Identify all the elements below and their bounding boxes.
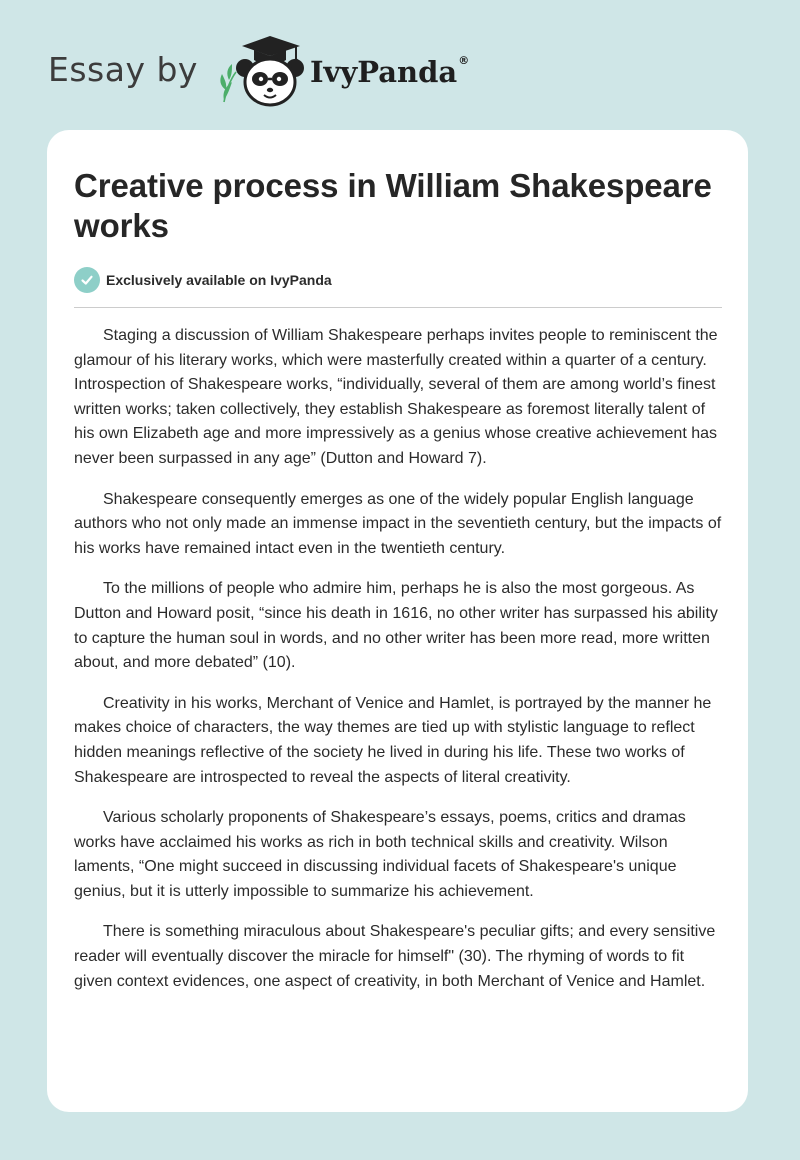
registered-mark: ®: [458, 53, 470, 67]
brand-name-text: IvyPanda: [309, 54, 458, 89]
leaf-icon: [220, 64, 236, 102]
essay-by-label: Essay by: [48, 49, 198, 89]
paragraph: Creativity in his works, Merchant of Venice and Hamlet, is portrayed by the manner he makes choice of characters, the way themes are tied up with stylistic language to reflect hidden meanings reflective of the society he lived in during his life. These two works of Shakespeare are introspected to reveal the aspects of literal creativity.: [74, 694, 712, 786]
paragraph: Staging a discussion of William Shakespeare perhaps invites people to reminiscent the glamour of his literary works, which were masterfully created within a quarter of a century. Introspection of Shakespeare works, “individually, several of them are among world’s finest written works; taken collectively, they establish Shakespeare as foremost literally talent of his own Elizabeth age and more impressively as a genius whose creative achievement has never been surpassed in any age” (Dutton and Howard 7).: [74, 327, 718, 467]
brand-name[interactable]: [309, 53, 470, 89]
page-title: Creative process in William Shakespeare works: [74, 167, 712, 244]
panda-graduate-icon[interactable]: [214, 30, 306, 112]
exclusive-badge-text: Exclusively available on IvyPanda: [106, 272, 332, 288]
check-icon: [74, 267, 100, 293]
paragraph: There is something miraculous about Shakespeare's peculiar gifts; and every sensitive reader will eventually discover the miracle for himself" (30). The rhyming of words to fit given context evidences, one aspect of creativity, in both Merchant of Venice and Hamlet.: [74, 923, 716, 990]
paragraph: Shakespeare consequently emerges as one of the widely popular English language authors who not only made an immense impact in the seventieth century, but the impacts of his works have remained intact even in the twentieth century.: [74, 490, 722, 557]
essay-card: [47, 130, 748, 1112]
brand-header: [48, 30, 469, 112]
title-divider: [74, 307, 722, 308]
essay-body: [74, 324, 726, 994]
exclusive-badge: [74, 266, 722, 294]
paragraph: To the millions of people who admire him, perhaps he is also the most gorgeous. As Dutton and Howard posit, “since his death in 1616, no other writer has surpassed his ability to capture the human soul in words, and no other writer has been more read, more written about, and more debated” (10).: [74, 580, 718, 672]
paragraph: Various scholarly proponents of Shakespeare’s essays, poems, critics and dramas works have acclaimed his works as rich in both technical skills and creativity. Wilson laments, “One might succeed in discussing individual facets of Shakespeare's unique genius, but it is utterly impossible to summarize his achievement.: [74, 809, 686, 900]
